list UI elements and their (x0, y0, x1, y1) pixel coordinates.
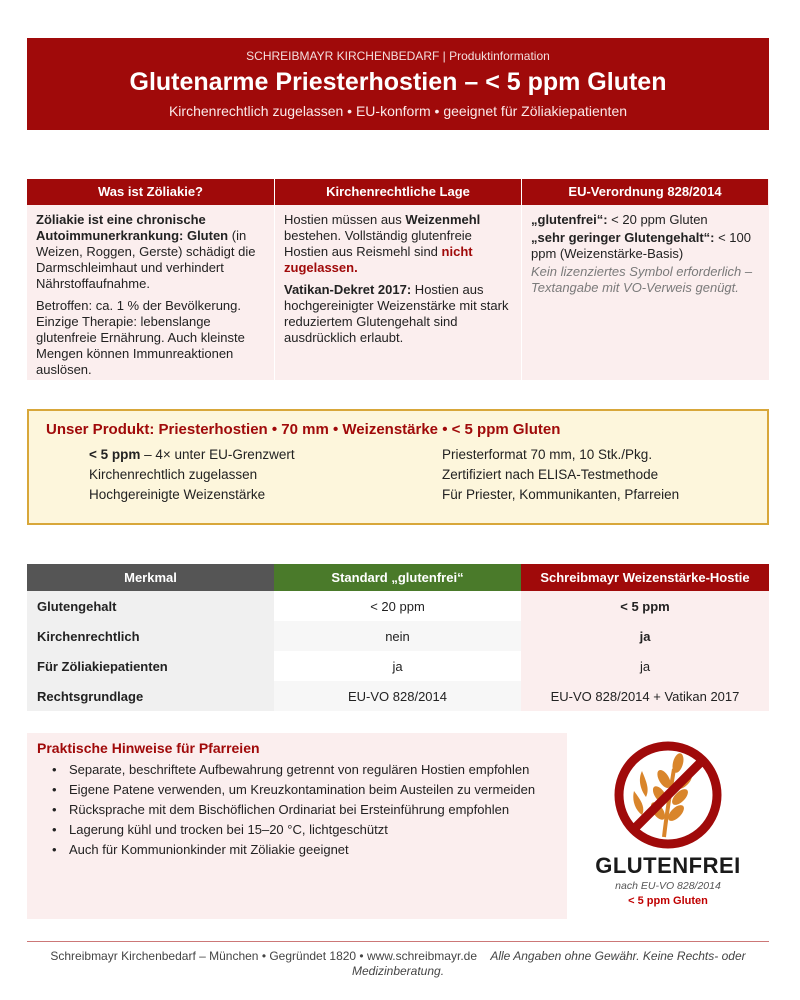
info-section (27, 179, 769, 380)
info-bold-text: „sehr geringer Glutengehalt“: (531, 230, 715, 245)
table-cell-standard: EU-VO 828/2014 (274, 681, 521, 711)
comparison-header: Schreibmayr Weizenstärke-Hostie (521, 564, 769, 591)
info-paragraph (36, 212, 265, 292)
info-bold-text: Weizenmehl (405, 212, 481, 227)
footer-disclaimer: Alle Angaben ohne Gewähr. Keine Rechts- oder Medizinberatung. (351, 949, 746, 978)
list-item: • Rücksprache mit dem Bischöflichen Ordinariat bei Ersteinführung empfohlen (51, 802, 551, 818)
table-cell-standard: nein (274, 621, 521, 651)
product-feature-text: – 4× unter EU-Grenzwert (140, 447, 295, 462)
info-paragraph (284, 282, 512, 346)
product-feature: Zertifiziert nach ELISA-Testmethode (442, 467, 659, 482)
footer-company (27, 949, 769, 979)
info-text: Hostien aus hochgereinigter Weizenstärke mit stark reduziertem Glutengehalt sind ausdrücklich erlaubt. (284, 282, 509, 345)
table-row (27, 591, 769, 621)
table-row (27, 681, 769, 711)
info-col-heading: Kirchenrechtliche Lage (275, 179, 521, 205)
badge-label: GLUTENFREI (595, 853, 741, 878)
footer-company-text: Schreibmayr Kirchenbedarf – München • Gegründet 1820 • www.schreibmayr.de (50, 949, 477, 963)
header-subtitle: Kirchenrechtlich zugelassen • EU-konform • geeignet für Zöliakiepatienten (168, 103, 628, 119)
info-note: Kein lizenziertes Symbol erforderlich – Textangabe mit VO-Verweis genügt. (531, 264, 753, 295)
info-text: bestehen. Vollständig glutenfreie Hostien aus Reismehl sind (284, 228, 472, 259)
product-feature: Hochgereinigte Weizenstärke (89, 487, 266, 502)
info-text: Hostien müssen aus (284, 212, 406, 227)
info-warning-text: nicht zugelassen. (284, 244, 473, 275)
info-paragraph (284, 212, 512, 276)
comparison-header: Merkmal (27, 564, 274, 591)
table-row (27, 651, 769, 681)
table-cell-label: Glutengehalt (27, 591, 274, 621)
table-cell-ours: ja (521, 621, 769, 651)
comparison-table (27, 564, 769, 711)
info-bold-text: Vatikan-Dekret 2017: (284, 282, 412, 297)
table-cell-label: Kirchenrechtlich (27, 621, 274, 651)
table-cell-standard: ja (274, 651, 521, 681)
info-paragraph (531, 230, 759, 262)
tips-section (27, 733, 567, 919)
table-row (27, 621, 769, 651)
info-text: (in Weizen, Roggen, Gerste) schädigt die Darmschleimhaut und verhindert Nährstoffaufnahme. (36, 228, 256, 291)
table-cell-ours: < 5 ppm (521, 591, 769, 621)
list-item: • Separate, beschriftete Aufbewahrung getrennt von regulären Hostien empfohlen (51, 762, 551, 778)
page-title: Glutenarme Priesterhostien – < 5 ppm Gluten (129, 68, 667, 96)
list-item: • Lagerung kühl und trocken bei 15–20 °C, lichtgeschützt (51, 822, 551, 838)
table-cell-standard: < 20 ppm (274, 591, 521, 621)
info-text: < 100 ppm (Weizenstärke-Basis) (531, 230, 751, 261)
tips-list (51, 762, 567, 858)
info-text: < 20 ppm Gluten (607, 212, 708, 227)
header-topline: SCHREIBMAYR KIRCHENBEDARF | Produktinformation (246, 49, 550, 63)
list-item: • Eigene Patene verwenden, um Kreuzkontamination beim Austeilen zu vermeiden (51, 782, 551, 798)
comparison-header: Standard „glutenfrei“ (274, 564, 521, 591)
info-paragraph (531, 212, 759, 228)
table-cell-ours: ja (521, 651, 769, 681)
product-feature: Für Priester, Kommunikanten, Pfarreien (442, 487, 680, 502)
info-col-heading: Was ist Zöliakie? (27, 179, 274, 205)
info-col-eu-regulation (521, 179, 768, 380)
product-feature (89, 447, 442, 462)
product-heading: Unser Produkt: Priesterhostien • 70 mm • Weizenstärke • < 5 ppm Gluten (46, 421, 561, 438)
info-bold-text: Zöliakie ist eine chronische Autoimmunerkrankung: Gluten (36, 212, 229, 243)
product-box (27, 409, 769, 525)
footer-row (27, 942, 769, 979)
badge-ppm: < 5 ppm Gluten (628, 895, 708, 907)
info-paragraph: Betroffen: ca. 1 % der Bevölkerung. Einzige Therapie: lebenslange glutenfreie Ernährung. Auch kleinste Mengen können Immunreaktionen auslösen. (36, 298, 245, 377)
product-feature-bold: < 5 ppm (89, 447, 141, 462)
info-col-celiac (27, 179, 274, 380)
badge-note: nach EU-VO 828/2014 (615, 880, 721, 892)
product-feature: Kirchenrechtlich zugelassen (89, 467, 258, 482)
list-item: • Auch für Kommunionkinder mit Zöliakie geeignet (51, 842, 551, 858)
table-cell-label: Für Zöliakiepatienten (27, 651, 274, 681)
info-bold-text: „glutenfrei“: (531, 212, 608, 227)
crossed-wheat-icon (612, 739, 724, 851)
info-col-canon-law (274, 179, 521, 380)
table-cell-label: Rechtsgrundlage (27, 681, 274, 711)
glutenfree-badge (567, 733, 769, 919)
product-feature: Priesterformat 70 mm, 10 Stk./Pkg. (442, 447, 653, 462)
table-cell-ours: EU-VO 828/2014 + Vatikan 2017 (521, 681, 769, 711)
footer (27, 941, 769, 979)
header-banner (27, 38, 769, 130)
info-col-heading: EU-Verordnung 828/2014 (522, 179, 768, 205)
tips-heading: Praktische Hinweise für Pfarreien (37, 740, 260, 756)
